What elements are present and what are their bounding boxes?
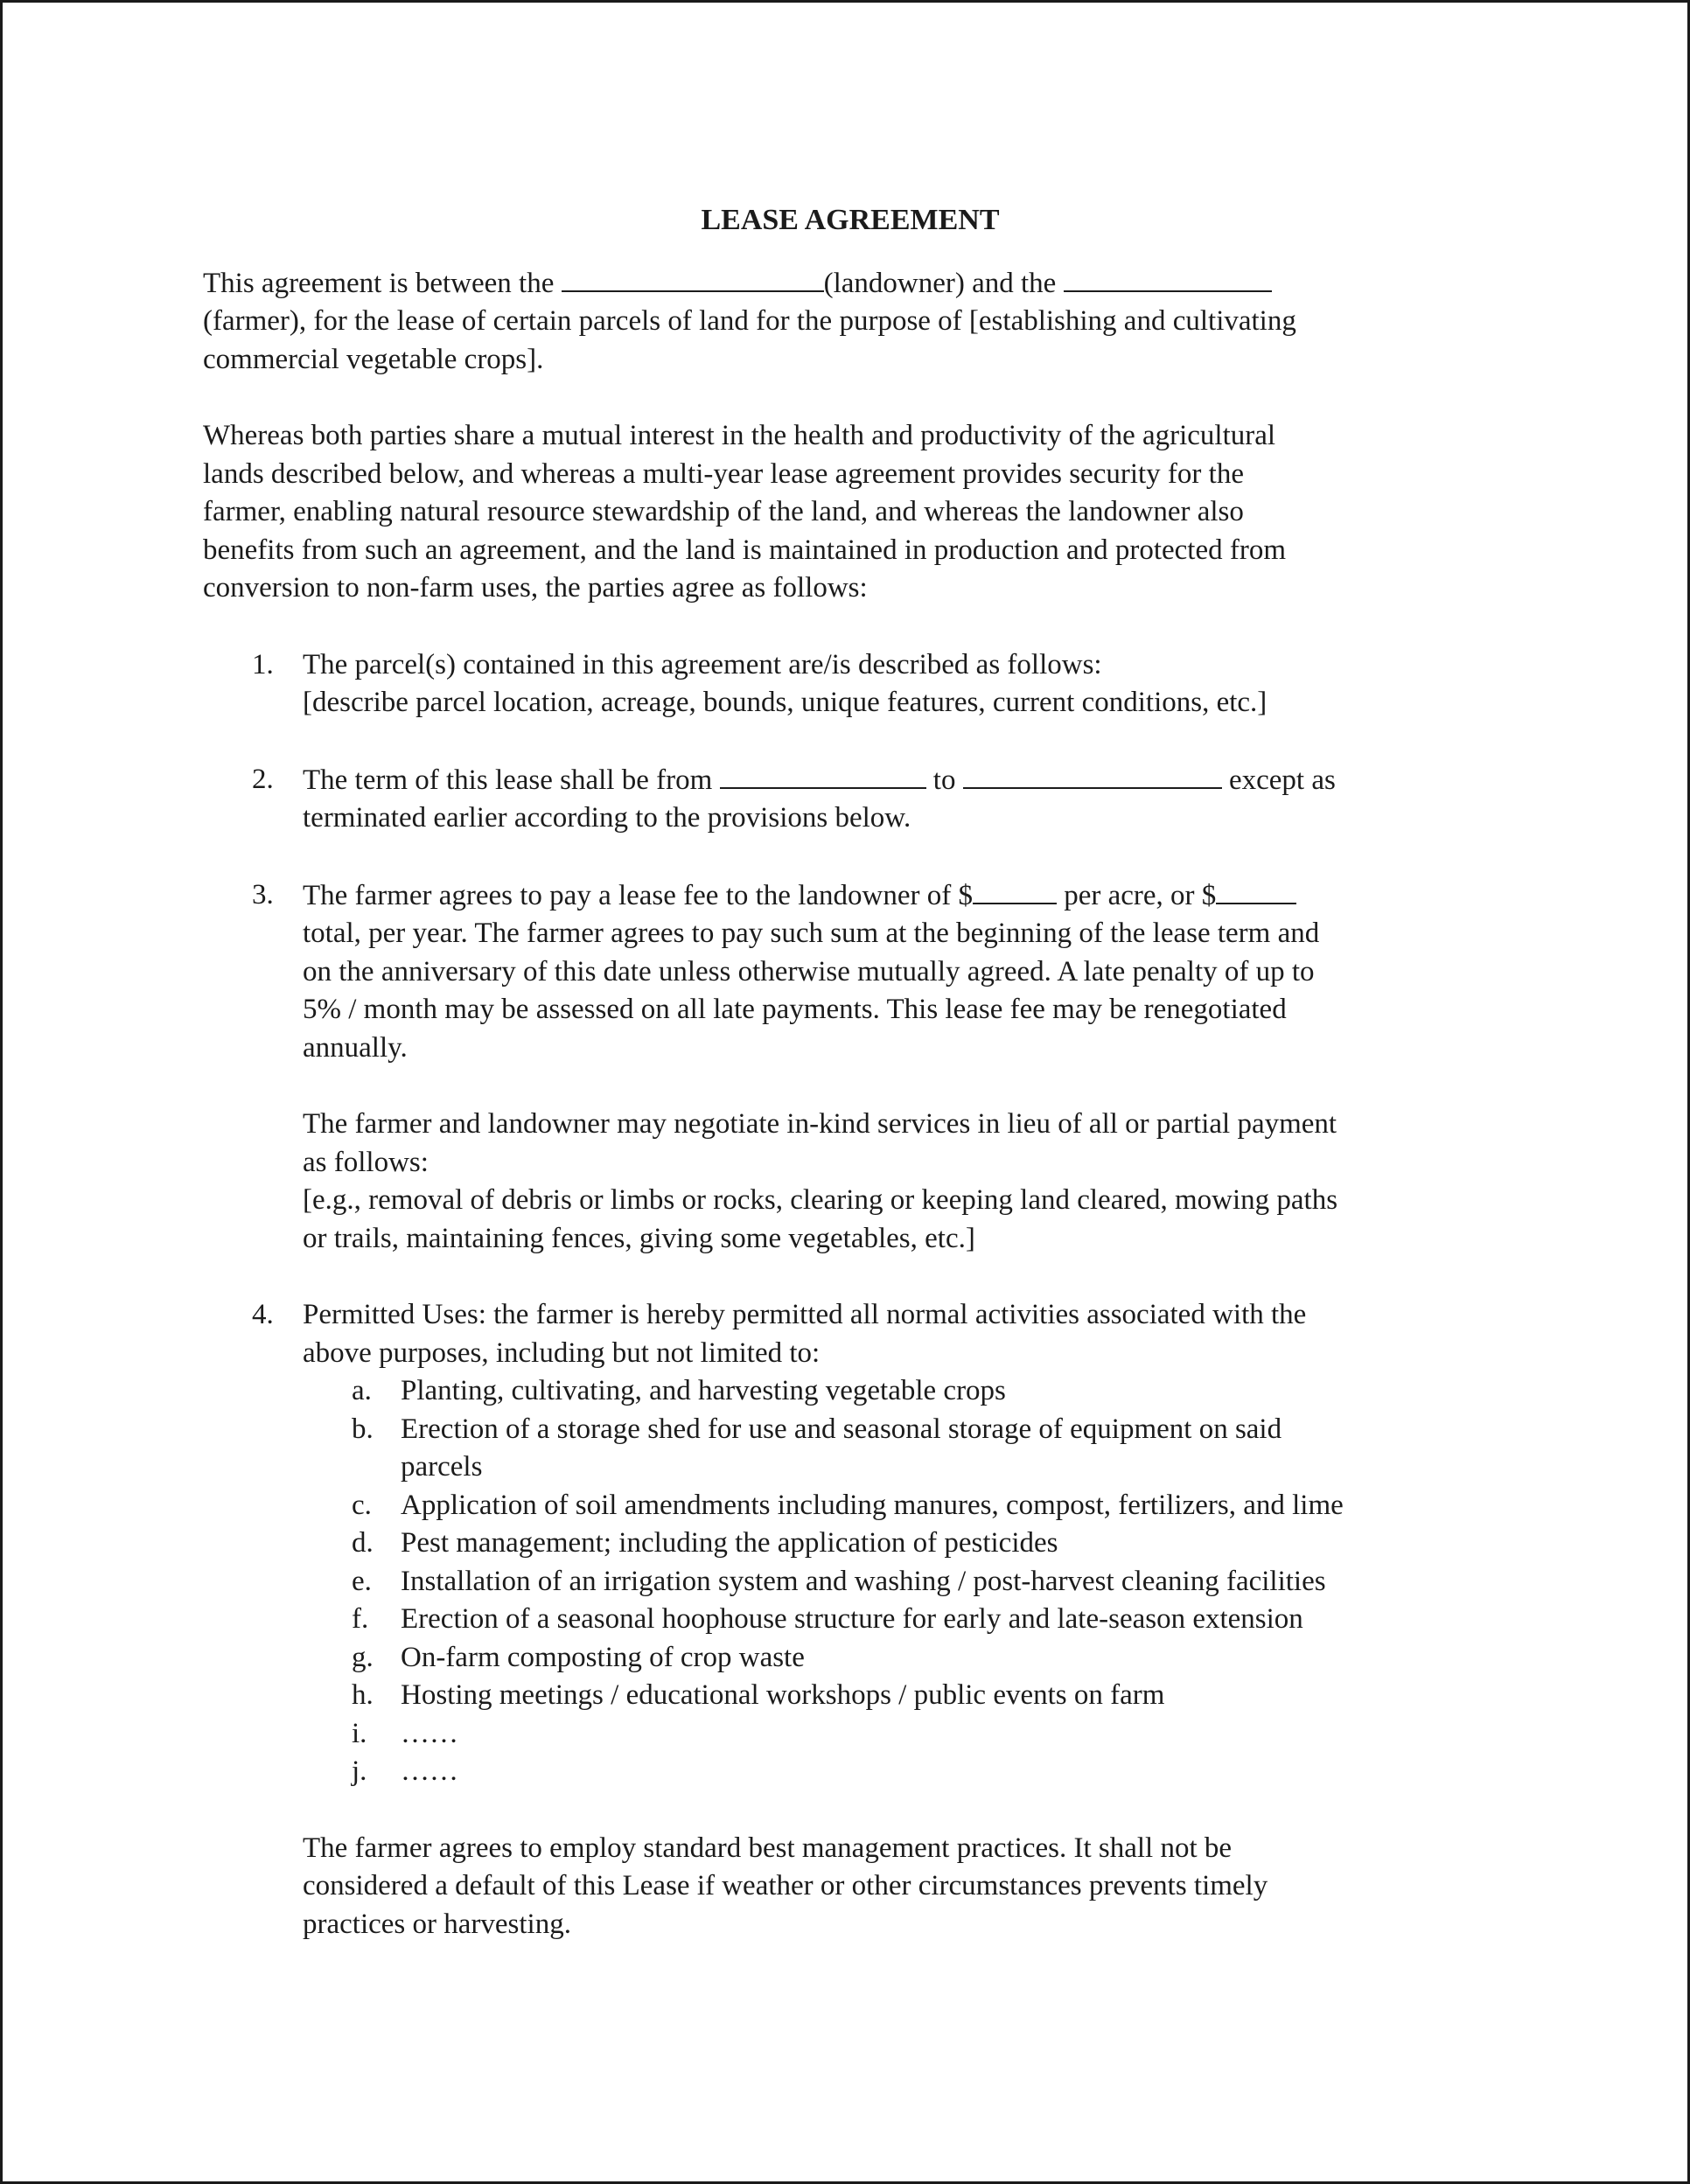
item-text: On-farm composting of crop waste [401, 1641, 805, 1673]
intro-line-1 [203, 264, 1498, 304]
item-line: terminated earlier according to the provisions below. [303, 802, 911, 834]
intro-paragraph [203, 264, 1498, 380]
item-line: 5% / month may be assessed on all late payments. This lease fee may be renegotiated [303, 994, 1287, 1025]
item-line: [describe parcel location, acreage, bounds, unique features, current conditions, etc.] [303, 687, 1268, 718]
list-item [303, 1487, 1498, 1525]
item-text: Application of soil amendments including manures, compost, fertilizers, and lime [401, 1489, 1344, 1521]
term-text-except: except as [1228, 764, 1336, 796]
document-title: LEASE AGREEMENT [701, 204, 1000, 236]
item-letter: d. [352, 1527, 374, 1559]
list-item [303, 1563, 1498, 1601]
list-item [303, 1753, 1498, 1791]
fee-paragraph [303, 876, 1498, 1068]
total-blank[interactable] [1216, 876, 1296, 904]
numbered-list [203, 646, 1498, 1791]
term-end-blank[interactable] [963, 761, 1222, 789]
item-line: annually. [303, 1031, 408, 1064]
item-letter: a. [352, 1375, 372, 1406]
permitted-uses-list [303, 1372, 1498, 1791]
item-letter: g. [352, 1641, 374, 1673]
intro-line-2: (farmer), for the lease of certain parcels of land for the purpose of [establishing and cultivating [203, 305, 1296, 337]
intro-line-3: commercial vegetable crops]. [203, 343, 544, 375]
closing-line: practices or harvesting. [303, 1908, 571, 1940]
item-line: The parcel(s) contained in this agreement are/is described as follows: [303, 648, 1102, 680]
fee-line-1 [303, 876, 1498, 916]
list-item [303, 1601, 1498, 1639]
list-item [303, 1715, 1498, 1754]
fee-text-b: per acre, or $ [1064, 879, 1217, 911]
fee-text-a: The farmer agrees to pay a lease fee to the landowner of $ [303, 879, 973, 911]
whereas-line: Whereas both parties share a mutual interest in the health and productivity of the agricultural [203, 420, 1276, 451]
item-line: [e.g., removal of debris or limbs or rocks, clearing or keeping land cleared, mowing paths [303, 1184, 1338, 1216]
item-letter: h. [352, 1679, 374, 1711]
whereas-paragraph [203, 417, 1498, 608]
item-text: Erection of a seasonal hoophouse structure for early and late-season extension [401, 1603, 1303, 1635]
item-letter: i. [352, 1717, 367, 1749]
item-letter: j. [352, 1755, 367, 1787]
item-text: …… [401, 1717, 458, 1749]
intro-text-2: (landowner) and the [823, 267, 1057, 299]
closing-line: considered a default of this Lease if weather or other circumstances prevents timely [303, 1870, 1268, 1901]
term-line-1 [303, 761, 1498, 800]
term-text-from: The term of this lease shall be from [303, 764, 713, 796]
item-line: Permitted Uses: the farmer is hereby permitted all normal activities associated with the [303, 1299, 1307, 1330]
item-letter: b. [352, 1413, 374, 1445]
item-text: Installation of an irrigation system and washing / post-harvest cleaning facilities [401, 1565, 1326, 1597]
list-item [303, 1677, 1498, 1715]
term-start-blank[interactable] [720, 761, 926, 789]
item-text: Planting, cultivating, and harvesting vegetable crops [401, 1375, 1006, 1406]
term-text-to: to [932, 764, 956, 796]
whereas-line: conversion to non-farm uses, the parties agree as follows: [203, 572, 868, 604]
item-text: Hosting meetings / educational workshops / public events on farm [401, 1679, 1165, 1711]
list-item [303, 1639, 1498, 1678]
list-item [303, 1525, 1498, 1563]
list-item [303, 1372, 1498, 1411]
document-body [203, 201, 1498, 1943]
closing-line: The farmer agrees to employ standard best management practices. It shall not be [303, 1832, 1233, 1864]
intro-text-1: This agreement is between the [203, 267, 555, 299]
inkind-paragraph [303, 1106, 1498, 1258]
whereas-line: benefits from such an agreement, and the land is maintained in production and protected from [203, 534, 1287, 566]
item-number: 2. [252, 763, 274, 795]
item-number: 4. [252, 1299, 274, 1330]
list-item-term [203, 761, 1498, 838]
item-text: parcels [401, 1451, 483, 1483]
item-line: on the anniversary of this date unless otherwise mutually agreed. A late penalty of up to [303, 955, 1315, 987]
item-number: 1. [252, 648, 274, 680]
item-line: or trails, maintaining fences, giving some vegetables, etc.] [303, 1222, 975, 1254]
farmer-blank[interactable] [1064, 264, 1272, 292]
closing-paragraph [203, 1830, 1498, 1944]
whereas-line: lands described below, and whereas a multi-year lease agreement provides security for the [203, 457, 1244, 490]
item-line: as follows: [303, 1146, 429, 1178]
list-item [303, 1411, 1498, 1487]
item-letter: f. [352, 1603, 369, 1635]
list-item-fee [203, 876, 1498, 1259]
list-item-parcels [203, 646, 1498, 722]
list-item-permitted-uses [203, 1296, 1498, 1791]
item-line: above purposes, including but not limited to: [303, 1336, 821, 1369]
item-letter: c. [352, 1489, 372, 1521]
landowner-blank[interactable] [562, 264, 824, 292]
item-number: 3. [252, 878, 274, 911]
item-text: Erection of a storage shed for use and seasonal storage of equipment on said [401, 1413, 1282, 1445]
per-acre-blank[interactable] [973, 876, 1057, 904]
whereas-line: farmer, enabling natural resource stewardship of the land, and whereas the landowner also [203, 496, 1244, 527]
item-text: Pest management; including the application of pesticides [401, 1527, 1058, 1559]
item-letter: e. [352, 1565, 372, 1597]
item-line: total, per year. The farmer agrees to pay such sum at the beginning of the lease term and [303, 918, 1320, 949]
item-line: The farmer and landowner may negotiate in-kind services in lieu of all or partial payment [303, 1108, 1337, 1140]
item-text: …… [401, 1755, 458, 1787]
